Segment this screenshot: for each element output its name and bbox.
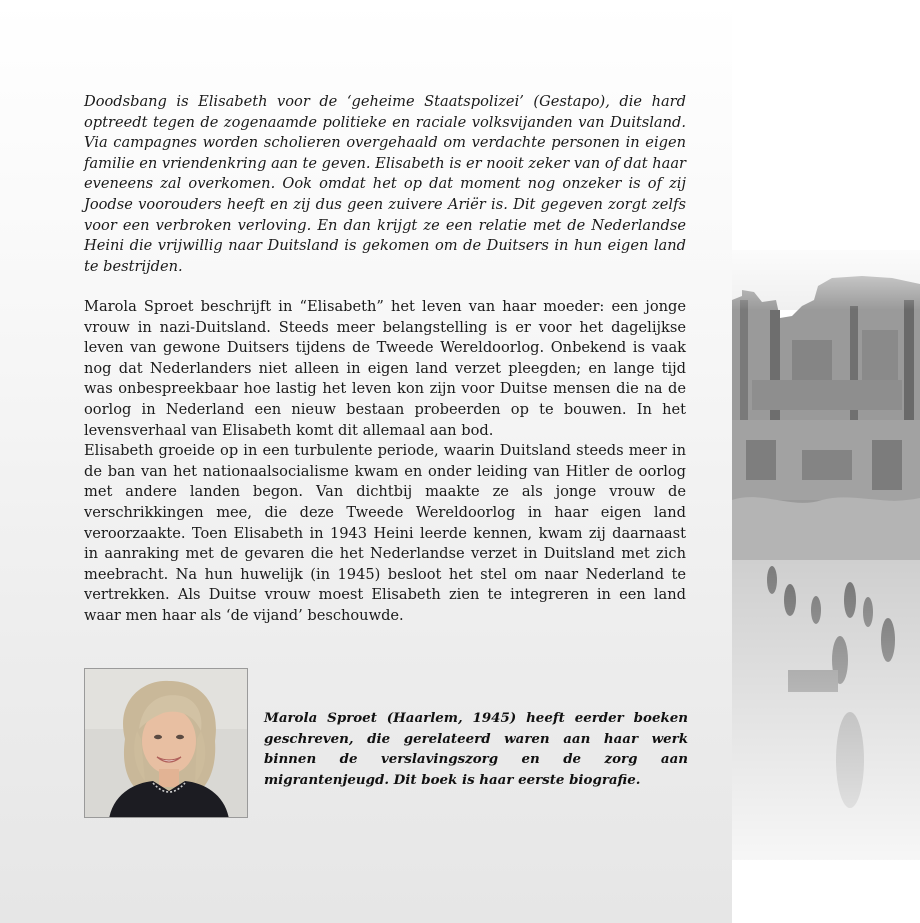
description-paragraph-2: Elisabeth groeide op in een turbulente periode, waarin Duitsland steeds meer in de ban van het nationaalsocialisme kwam en onder leiding van Hitler de oorlog met andere landen begon. Van dichtbij maakte ze als jonge vrouw de verschrikkingen mee, die deze Tweede Wereldoorlog in haar eigen land veroorzaakte. Toen Elisabeth in 1943 Heini leerde kennen, kwam zij daarnaast in aanraking met de gevaren die het Nederlandse verzet in Duitsland met zich meebracht. Na hun huwelijk (in 1945) besloot het stel om naar Nederland te vertrekken. Als Duitse vrouw moest Elisabeth zien te integreren in een land waar men haar als ‘de vijand’ beschouwde. <box>84 442 686 624</box>
description-text <box>84 297 686 627</box>
blurb-text: Doodsbang is Elisabeth voor de ‘geheime Staatspolizei’ (Gestapo), die hard optreedt tegen de zogenaamde politieke en raciale volksvijanden van Duitsland. Via campagnes worden scholieren overgehaald om verdachte personen in eigen familie en vriendenkring aan te geven. Elisabeth is er nooit zeker van of dat haar eveneens zal overkomen. Ook omdat het op dat moment nog onzeker is of zij Joodse voorouders heeft en zij dus geen zuivere Ariër is. Dit gegeven zorgt zelfs voor een verbroken verloving. En dan krijgt ze een relatie met de Nederlandse Heini die vrijwillig naar Duitsland is gekomen om de Duitsers in hun eigen land te bestrijden. <box>84 93 686 275</box>
author-bio: Marola Sproet (Haarlem, 1945) heeft eerder boeken geschreven, die gerelateerd waren aan haar werk binnen de verslavingszorg en de zorg aan migrantenjeugd. Dit boek is haar eerste biografie. <box>264 710 688 788</box>
war-ruins-photo <box>732 0 920 923</box>
author-portrait <box>84 668 248 818</box>
description-paragraph-1: Marola Sproet beschrijft in “Elisabeth” het leven van haar moeder: een jonge vrouw in nazi-Duitsland. Steeds meer belangstelling is er voor het dagelijkse leven van gewone Duitsers tijdens de Tweede Wereldoorlog. Onbekend is vaak nog dat Nederlanders niet alleen in eigen land verzet pleegden; en lange tijd was onbespreekbaar hoe lastig het leven kon zijn voor Duitse mensen die na de oorlog in Nederland een nieuw bestaan probeerden op te bouwen. In het levensverhaal van Elisabeth komt dit allemaal aan bod. <box>84 298 686 439</box>
